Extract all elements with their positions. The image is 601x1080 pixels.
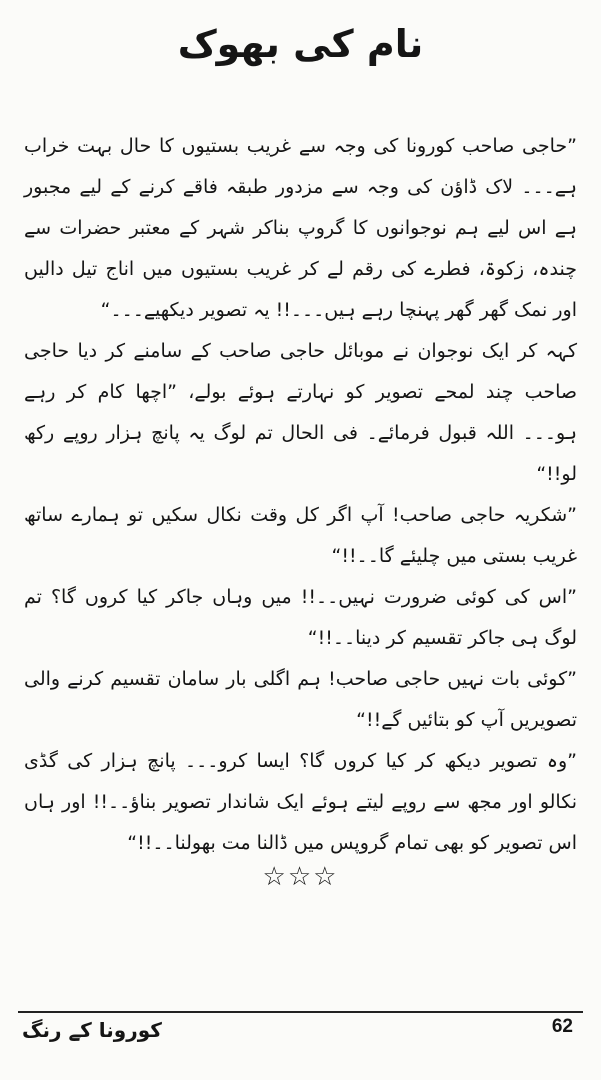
page-number: 62 bbox=[551, 1016, 573, 1037]
story-body bbox=[24, 126, 577, 864]
section-stars: ☆☆☆ bbox=[262, 862, 339, 892]
story-title: نام کی بھوک bbox=[177, 22, 424, 66]
footer-divider bbox=[18, 1011, 583, 1013]
paragraph-5: ”کوئی بات نہیں حاجی صاحب! ہم اگلی بار سامان تقسیم کرنے والی تصویریں آپ کو بتائیں گے!!“ bbox=[24, 668, 577, 731]
paragraph-3: ”شکریہ حاجی صاحب! آپ اگر کل وقت نکال سکیں تو ہمارے ساتھ غریب بستی میں چلیئے گا۔۔!!“ bbox=[24, 504, 577, 567]
paragraph-4: ”اس کی کوئی ضرورت نہیں۔۔!! میں وہاں جاکر کیا کروں گا؟ تم لوگ ہی جاکر تقسیم کر دینا۔۔!!“ bbox=[24, 586, 577, 649]
paragraph-2: کہہ کر ایک نوجوان نے موبائل حاجی صاحب کے سامنے کر دیا حاجی صاحب چند لمحے تصویر کو نہارتے ہوئے بولے، ”اچھا کام کر رہے ہو۔۔۔ اللہ قبول فرمائے۔ فی الحال تم لوگ یہ پانچ ہزار روپے رکھ لو!!“ bbox=[24, 340, 577, 485]
paragraph-1: ”حاجی صاحب کورونا کی وجہ سے غریب بستیوں کا حال بہت خراب ہے۔۔۔ لاک ڈاؤن کی وجہ سے مزدور طبقہ فاقے کرنے کے لیے مجبور ہے اس لیے ہم نوجوانوں کا گروپ بناکر شہر کے معتبر حضرات سے چندہ، زکوۃ، فطرے کی رقم لے کر غریب بستیوں میں اناج تیل دالیں اور نمک گھر گھر پہنچا رہے ہیں۔۔۔!! یہ تصویر دیکھیے۔۔۔“ bbox=[24, 135, 577, 321]
book-title: کورونا کے رنگ bbox=[22, 1018, 162, 1042]
paragraph-6: ”وہ تصویر دیکھ کر کیا کروں گا؟ ایسا کرو۔۔۔ پانچ ہزار کی گڈی نکالو اور مجھ سے روپے لیتے ہوئے ایک شاندار تصویر بناؤ۔۔!! اور ہاں اس تصویر کو بھی تمام گروپس میں ڈالنا مت بھولنا۔۔!!“ bbox=[24, 750, 577, 854]
